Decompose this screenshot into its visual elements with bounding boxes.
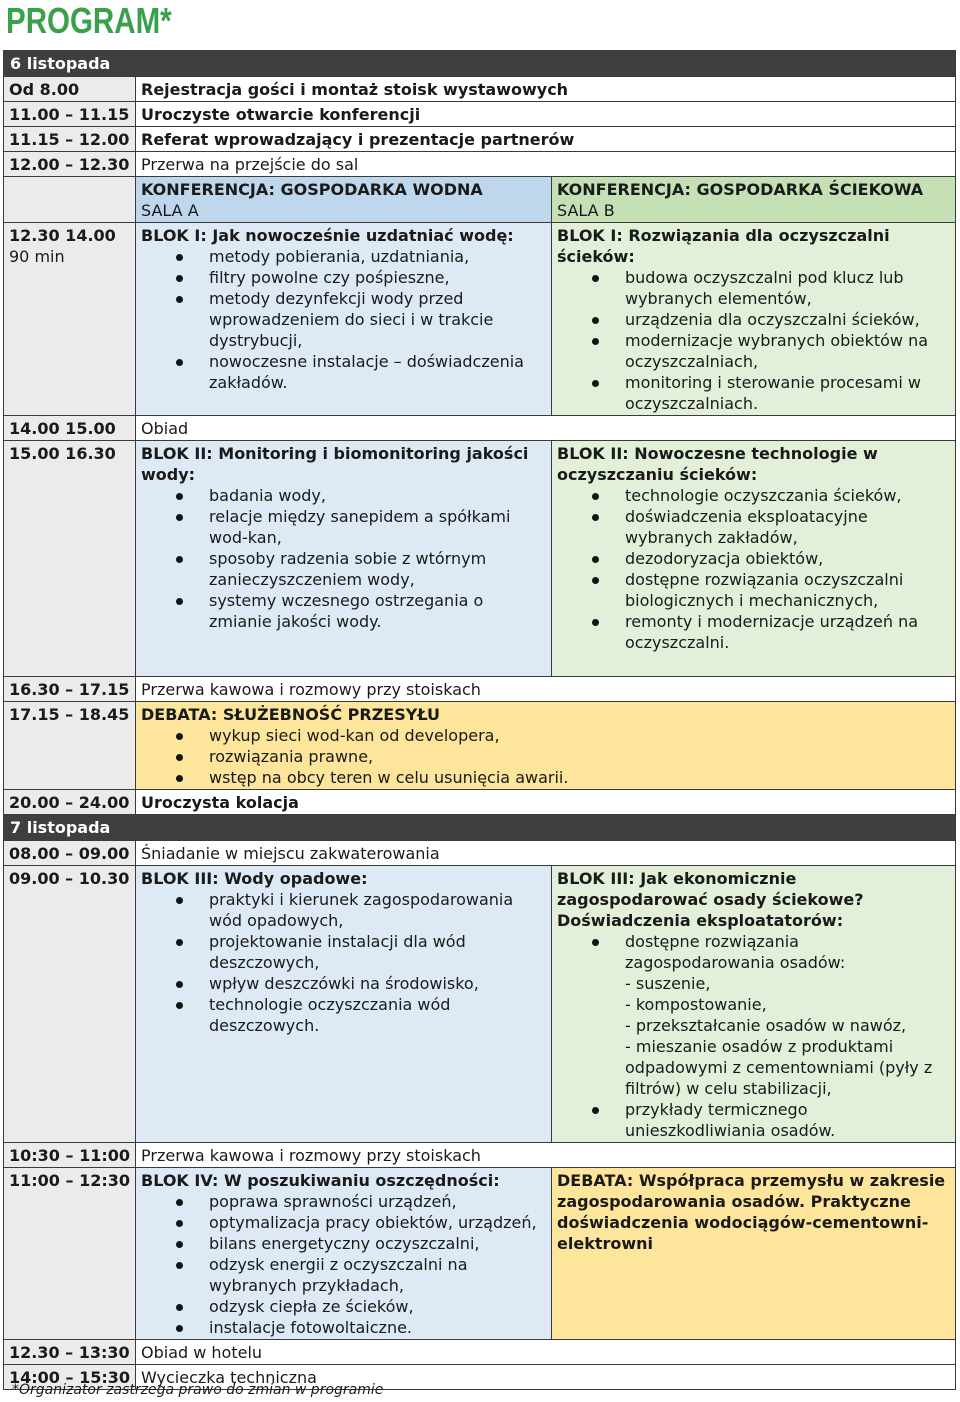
debate-row <box>4 702 956 790</box>
day-header-2 <box>4 815 956 841</box>
session-duration: 90 min <box>9 247 65 266</box>
list-item: wpływ deszczówki na środowisko, <box>209 973 546 994</box>
conference-a-header <box>136 177 552 223</box>
session-row <box>4 441 956 677</box>
time-cell: Od 8.00 <box>4 77 136 102</box>
sub-item: - suszenie, <box>625 974 711 993</box>
block-a <box>136 223 552 416</box>
block-a <box>136 441 552 677</box>
day-label: 6 listopada <box>4 51 956 77</box>
session-time: 12.30 14.00 <box>9 226 116 245</box>
debate-title: DEBATA: Współpraca przemysłu w zakresie zagospodarowania osadów. Praktyczne doświadczenia wodociągów-cementowni-elektrowni <box>557 1171 946 1253</box>
list-item: rozwiązania prawne, <box>209 746 950 767</box>
list-item: filtry powolne czy pośpieszne, <box>209 267 546 288</box>
block-title: BLOK I: Jak nowocześnie uzdatniać wodę: <box>141 226 514 245</box>
list-item: odzysk energii z oczyszczalni na wybranych przykładach, <box>209 1254 546 1296</box>
list-item: odzysk ciepła ze ścieków, <box>209 1296 546 1317</box>
time-cell: 20.00 – 24.00 <box>4 790 136 815</box>
block-title: BLOK III: Jak ekonomicznie zagospodarować osady ściekowe? Doświadczenia eksploatatorów: <box>557 869 864 930</box>
topic-list <box>557 267 950 414</box>
topic-list <box>557 931 950 1141</box>
conference-a-name: KONFERENCJA: GOSPODARKA WODNA <box>141 180 483 199</box>
time-cell: 10:30 – 11:00 <box>4 1143 136 1168</box>
time-cell: 12.30 – 13:30 <box>4 1340 136 1365</box>
event-cell: Przerwa na przejście do sal <box>136 152 956 177</box>
list-item: projektowanie instalacji dla wód deszczowych, <box>209 931 546 973</box>
block-a <box>136 866 552 1143</box>
list-item: praktyki i kierunek zagospodarowania wód opadowych, <box>209 889 546 931</box>
block-b <box>552 223 956 416</box>
list-item: poprawa sprawności urządzeń, <box>209 1191 546 1212</box>
schedule-row <box>4 416 956 441</box>
conference-a-room: SALA A <box>141 201 199 220</box>
list-item: monitoring i sterowanie procesami w oczyszczalniach. <box>625 372 950 414</box>
list-item: systemy wczesnego ostrzegania o zmianie jakości wody. <box>209 590 546 632</box>
footnote: *Organizator zastrzega prawo do zmian w programie <box>12 1382 384 1398</box>
event-cell: Uroczyste otwarcie konferencji <box>136 102 956 127</box>
event-cell: Uroczysta kolacja <box>136 790 956 815</box>
topic-list <box>141 889 546 1036</box>
time-cell: 09.00 – 10.30 <box>4 866 136 1143</box>
block-a <box>136 1168 552 1340</box>
schedule-row <box>4 790 956 815</box>
debate-title: DEBATA: SŁUŻEBNOŚĆ PRZESYŁU <box>141 705 441 724</box>
event-cell: Przerwa kawowa i rozmowy przy stoiskach <box>136 1143 956 1168</box>
event-cell: Referat wprowadzający i prezentacje partnerów <box>136 127 956 152</box>
schedule-row <box>4 1340 956 1365</box>
list-item: nowoczesne instalacje – doświadczenia zakładów. <box>209 351 546 393</box>
sub-item: - kompostowanie, <box>625 995 767 1014</box>
event-cell: Śniadanie w miejscu zakwaterowania <box>136 841 956 866</box>
list-item: metody pobierania, uzdatniania, <box>209 246 546 267</box>
list-item: modernizacje wybranych obiektów na oczyszczalniach, <box>625 330 950 372</box>
list-item: urządzenia dla oczyszczalni ścieków, <box>625 309 950 330</box>
topic-list <box>141 485 546 632</box>
list-item: wykup sieci wod-kan od developera, <box>209 725 950 746</box>
conference-header-row <box>4 177 956 223</box>
block-title: BLOK II: Nowoczesne technologie w oczyszczaniu ścieków: <box>557 444 878 484</box>
list-item: dezodoryzacja obiektów, <box>625 548 950 569</box>
session-row <box>4 866 956 1143</box>
list-item: badania wody, <box>209 485 546 506</box>
time-cell: 12.00 – 12.30 <box>4 152 136 177</box>
list-item: doświadczenia eksploatacyjne wybranych zakładów, <box>625 506 950 548</box>
conference-b-room: SALA B <box>557 201 615 220</box>
time-cell: 16.30 – 17.15 <box>4 677 136 702</box>
page-title: PROGRAM* <box>6 0 172 41</box>
topic-list <box>557 485 950 653</box>
time-cell: 11:00 – 12:30 <box>4 1168 136 1340</box>
event-cell: Obiad w hotelu <box>136 1340 956 1365</box>
block-b <box>552 441 956 677</box>
debate-block <box>136 702 956 790</box>
list-item: instalacje fotowoltaiczne. <box>209 1317 546 1338</box>
topic-list <box>141 246 546 393</box>
list-item: metody dezynfekcji wody przed wprowadzeniem do sieci i w trakcie dystrybucji, <box>209 288 546 351</box>
list-item: budowa oczyszczalni pod klucz lub wybranych elementów, <box>625 267 950 309</box>
list-item: relacje między sanepidem a spółkami wod-kan, <box>209 506 546 548</box>
event-cell: Obiad <box>136 416 956 441</box>
day-header-1 <box>4 51 956 77</box>
schedule-row <box>4 677 956 702</box>
list-item-text: dostępne rozwiązania zagospodarowania osadów: <box>625 932 846 972</box>
list-item: technologie oczyszczania wód deszczowych. <box>209 994 546 1036</box>
list-item: remonty i modernizacje urządzeń na oczyszczalni. <box>625 611 950 653</box>
time-cell <box>4 223 136 416</box>
time-cell: 08.00 – 09.00 <box>4 841 136 866</box>
list-item <box>625 931 950 1099</box>
block-title: BLOK IV: W poszukiwaniu oszczędności: <box>141 1171 500 1190</box>
time-cell: 11.00 – 11.15 <box>4 102 136 127</box>
time-cell: 14.00 15.00 <box>4 416 136 441</box>
list-item: optymalizacja pracy obiektów, urządzeń, <box>209 1212 546 1233</box>
sub-item: - przekształcanie osadów w nawóz, <box>625 1016 907 1035</box>
schedule-row <box>4 1143 956 1168</box>
event-cell: Przerwa kawowa i rozmowy przy stoiskach <box>136 677 956 702</box>
conference-b-name: KONFERENCJA: GOSPODARKA ŚCIEKOWA <box>557 180 924 199</box>
list-item: sposoby radzenia sobie z wtórnym zanieczyszczeniem wody, <box>209 548 546 590</box>
list-item: przykłady termicznego unieszkodliwiania osadów. <box>625 1099 950 1141</box>
topic-list <box>141 1191 546 1338</box>
block-b <box>552 866 956 1143</box>
list-item: dostępne rozwiązania oczyszczalni biologicznych i mechanicznych, <box>625 569 950 611</box>
time-cell: 17.15 – 18.45 <box>4 702 136 790</box>
schedule-row <box>4 77 956 102</box>
schedule-row <box>4 152 956 177</box>
session-row <box>4 1168 956 1340</box>
schedule-row <box>4 102 956 127</box>
schedule-row <box>4 127 956 152</box>
session-row <box>4 223 956 416</box>
time-cell: 15.00 16.30 <box>4 441 136 677</box>
day-label: 7 listopada <box>4 815 956 841</box>
list-item: bilans energetyczny oczyszczalni, <box>209 1233 546 1254</box>
time-cell: 14:00 – 15:30 <box>4 1365 136 1390</box>
debate-block <box>552 1168 956 1340</box>
topic-list <box>141 725 950 788</box>
block-title: BLOK III: Wody opadowe: <box>141 869 368 888</box>
block-title: BLOK I: Rozwiązania dla oczyszczalni ścieków: <box>557 226 890 266</box>
block-title: BLOK II: Monitoring i biomonitoring jakości wody: <box>141 444 529 484</box>
event-cell: Wycieczka techniczna <box>136 1365 956 1390</box>
time-cell: 11.15 – 12.00 <box>4 127 136 152</box>
schedule-row <box>4 841 956 866</box>
conference-b-header <box>552 177 956 223</box>
schedule-table <box>3 50 956 1390</box>
sub-item: - mieszanie osadów z produktami odpadowymi z cementowniami (pyły z filtrów) w celu stabilizacji, <box>625 1037 933 1098</box>
event-cell: Rejestracja gości i montaż stoisk wystawowych <box>136 77 956 102</box>
list-item: technologie oczyszczania ścieków, <box>625 485 950 506</box>
list-item: wstęp na obcy teren w celu usunięcia awarii. <box>209 767 950 788</box>
time-cell-empty <box>4 177 136 223</box>
